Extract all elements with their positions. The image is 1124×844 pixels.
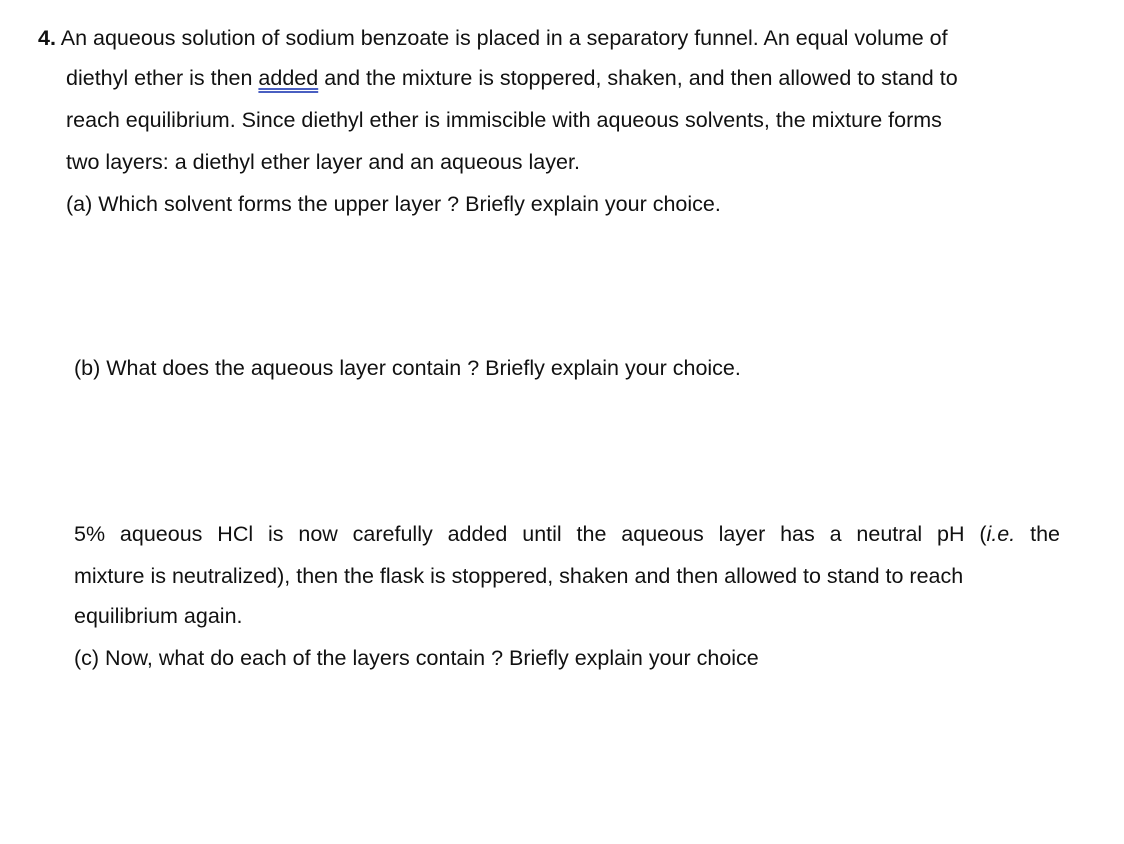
question-intro-line-2-before: diethyl ether is then: [66, 66, 259, 90]
part-b-prompt: (b) What does the aqueous layer contain ? Briefly explain your choice.: [74, 356, 741, 380]
question-intro-line-2-after: and the mixture is stoppered, shaken, and then allowed to stand to: [318, 66, 958, 90]
continuation-line-2: mixture is neutralized), then the flask is stoppered, shaken and then allowed to stand to reach: [74, 564, 964, 588]
question-line-1: [38, 25, 948, 51]
part-c-prompt: (c) Now, what do each of the layers contain ? Briefly explain your choice: [74, 646, 759, 670]
question-number: 4.: [38, 26, 56, 50]
continuation-line-1-italic: i.e.: [986, 522, 1016, 546]
question-intro-line-1: An aqueous solution of sodium benzoate is placed in a separatory funnel. An equal volume of: [60, 26, 948, 50]
continuation-line-3: equilibrium again.: [74, 604, 243, 628]
continuation-line-1-after: the: [1015, 522, 1060, 546]
continuation-line-1-before: 5% aqueous HCl is now carefully added until the aqueous layer has a neutral pH (: [74, 522, 987, 546]
underlined-word-added: added: [258, 66, 319, 90]
continuation-line-1: [74, 521, 1060, 547]
question-line-2: [66, 65, 958, 91]
question-line-3: reach equilibrium. Since diethyl ether is immiscible with aqueous solvents, the mixture forms: [66, 108, 942, 132]
question-line-4: two layers: a diethyl ether layer and an aqueous layer.: [66, 150, 580, 174]
part-a-prompt: (a) Which solvent forms the upper layer ? Briefly explain your choice.: [66, 192, 721, 216]
